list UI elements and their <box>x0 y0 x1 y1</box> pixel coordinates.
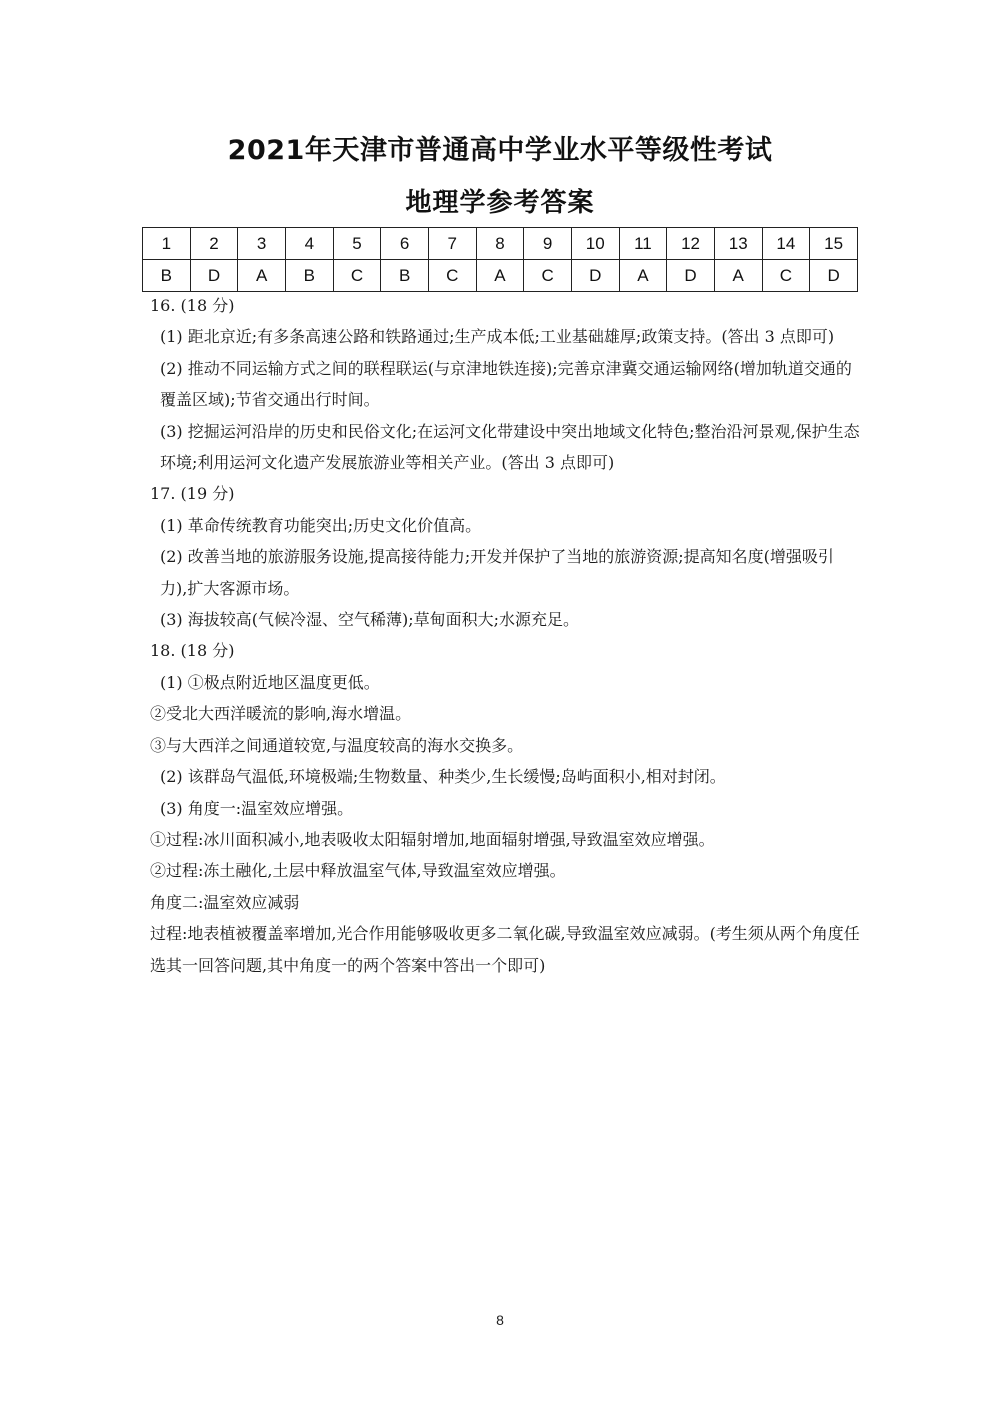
answer-cell: A <box>619 260 667 292</box>
answer-cell: C <box>762 260 810 292</box>
question-number: 9 <box>524 228 572 260</box>
q18-answer-2: (2) 该群岛气温低,环境极端;生物数量、种类少,生长缓慢;岛屿面积小,相对封闭。 <box>160 767 726 787</box>
question-number: 1 <box>143 228 191 260</box>
page-number: 8 <box>496 1312 504 1328</box>
answer-key-subtitle: 地理学参考答案 <box>405 188 595 218</box>
q18-answer-3a: ①过程:冰川面积减小,地表吸收太阳辐射增加,地面辐射增强,导致温室效应增强。 <box>150 829 715 849</box>
answer-cell: D <box>810 260 858 292</box>
q17-answer-3: (3) 海拔较高(气候冷湿、空气稀薄);草甸面积大;水源充足。 <box>160 610 580 630</box>
q16-answer-3: (3) 挖掘运河沿岸的历史和民俗文化;在运河文化带建设中突出地域文化特色;整治沿河景观,保护生态环境;利用运河文化遗产发展旅游业等相关产业。(答出 3 点即可) <box>160 421 860 473</box>
answer-cell: D <box>571 260 619 292</box>
answer-cell: D <box>667 260 715 292</box>
q18-answer-3b: ②过程:冻土融化,土层中释放温室气体,导致温室效应增强。 <box>150 861 566 881</box>
answer-cell: B <box>143 260 191 292</box>
q16-answer-1: (1) 距北京近;有多条高速公路和铁路通过;生产成本低;工业基础雄厚;政策支持。(答出 3 点即可) <box>160 327 835 347</box>
answer-row <box>143 260 858 292</box>
question-number: 2 <box>190 228 238 260</box>
answer-table <box>142 227 858 292</box>
question-18-header: 18. (18 分) <box>150 641 235 661</box>
question-number: 5 <box>333 228 381 260</box>
q18-answer-3c: 角度二:温室效应减弱 <box>150 892 300 912</box>
q17-answer-1: (1) 革命传统教育功能突出;历史文化价值高。 <box>160 515 482 535</box>
question-number: 11 <box>619 228 667 260</box>
answer-cell: C <box>333 260 381 292</box>
question-number: 4 <box>285 228 333 260</box>
q17-answer-2: (2) 改善当地的旅游服务设施,提高接待能力;开发并保护了当地的旅游资源;提高知名度(增强吸引力),扩大客源市场。 <box>160 547 834 598</box>
answer-cell: C <box>428 260 476 292</box>
exam-title: 2021年天津市普通高中学业水平等级性考试 <box>227 135 773 166</box>
question-number-row <box>143 228 858 260</box>
q18-answer-3: (3) 角度一:温室效应增强。 <box>160 798 354 818</box>
question-number: 3 <box>238 228 286 260</box>
q18-answer-1: (1) ①极点附近地区温度更低。 <box>160 672 380 692</box>
answer-cell: B <box>381 260 429 292</box>
question-number: 13 <box>714 228 762 260</box>
question-number: 8 <box>476 228 524 260</box>
q18-answer-3d: 过程:地表植被覆盖率增加,光合作用能够吸收更多二氧化碳,导致温室效应减弱。(考生须从两个角度任选其一回答问题,其中角度一的两个答案中答出一个即可) <box>150 924 860 975</box>
answer-cell: C <box>524 260 572 292</box>
question-number: 14 <box>762 228 810 260</box>
answer-cell: A <box>476 260 524 292</box>
question-number: 15 <box>810 228 858 260</box>
question-number: 6 <box>381 228 429 260</box>
q16-answer-2: (2) 推动不同运输方式之间的联程联运(与京津地铁连接);完善京津冀交通运输网络(增加轨道交通的覆盖区域);节省交通出行时间。 <box>160 358 852 410</box>
answer-cell: A <box>238 260 286 292</box>
question-17-header: 17. (19 分) <box>150 484 235 504</box>
q18-answer-1b: ②受北大西洋暖流的影响,海水增温。 <box>150 704 412 724</box>
q18-answer-1c: ③与大西洋之间通道较宽,与温度较高的海水交换多。 <box>150 735 524 755</box>
question-16-header: 16. (18 分) <box>150 296 235 315</box>
question-number: 12 <box>667 228 715 260</box>
question-number: 7 <box>428 228 476 260</box>
answer-body <box>150 290 860 981</box>
answer-cell: A <box>714 260 762 292</box>
question-number: 10 <box>571 228 619 260</box>
answer-cell: D <box>190 260 238 292</box>
answer-cell: B <box>285 260 333 292</box>
